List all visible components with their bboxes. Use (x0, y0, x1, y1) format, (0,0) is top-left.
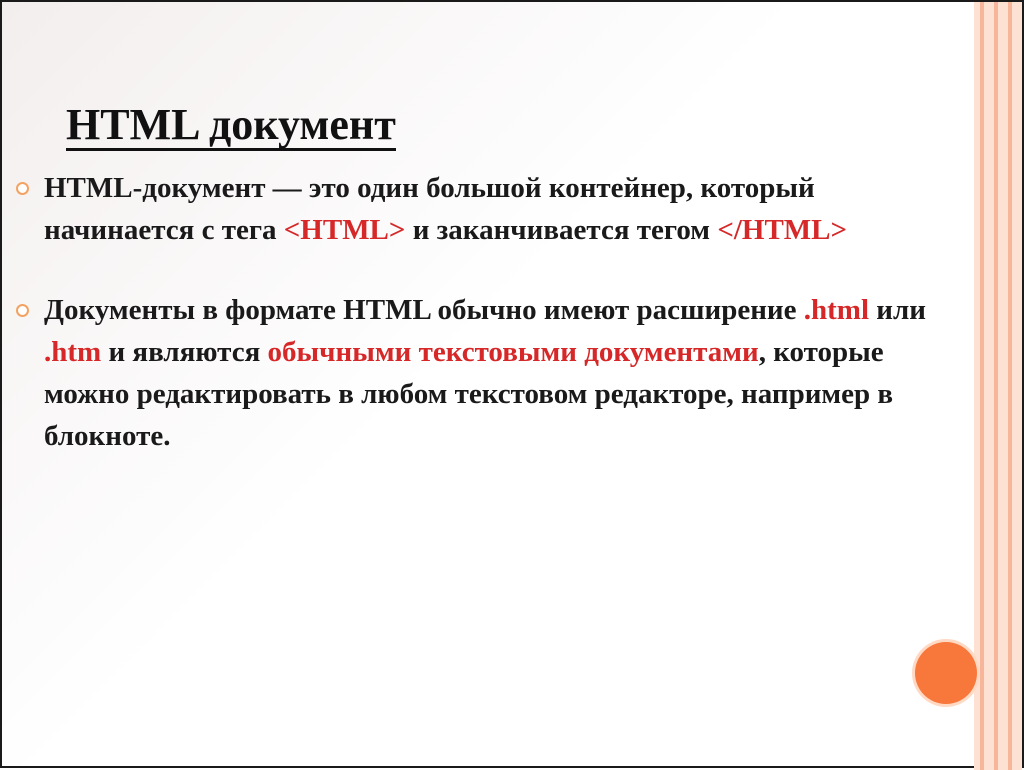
text-run: или (869, 294, 926, 326)
bullet-circle-icon (16, 304, 29, 317)
highlighted-text: <HTML> (283, 214, 406, 246)
bullet-text (44, 172, 847, 246)
decorative-orange-circle-icon (915, 642, 977, 704)
bullet-circle-icon (16, 182, 29, 195)
text-run: HTML-документ — это один большой контейнер, который начинается с тега (44, 172, 815, 246)
bullet-item (16, 289, 956, 457)
decorative-stripes (974, 2, 1022, 770)
text-run: Документы в формате HTML обычно имеют расширение (44, 294, 804, 326)
highlighted-text: обычными текстовыми документами (267, 336, 759, 368)
highlighted-text: </HTML> (717, 214, 848, 246)
bullet-text (44, 294, 926, 452)
text-run: и заканчивается тегом (405, 214, 718, 246)
bullet-item (16, 167, 956, 251)
slide-title (66, 102, 396, 151)
text-run: , которые можно редактировать в любом текстовом редакторе, например в блокноте. (44, 336, 894, 452)
bullet-list (16, 167, 956, 457)
highlighted-text: .htm (44, 336, 102, 368)
slide-title-text: HTML документ (66, 100, 396, 149)
highlighted-text: .html (803, 294, 869, 326)
text-run: и являются (101, 336, 268, 368)
